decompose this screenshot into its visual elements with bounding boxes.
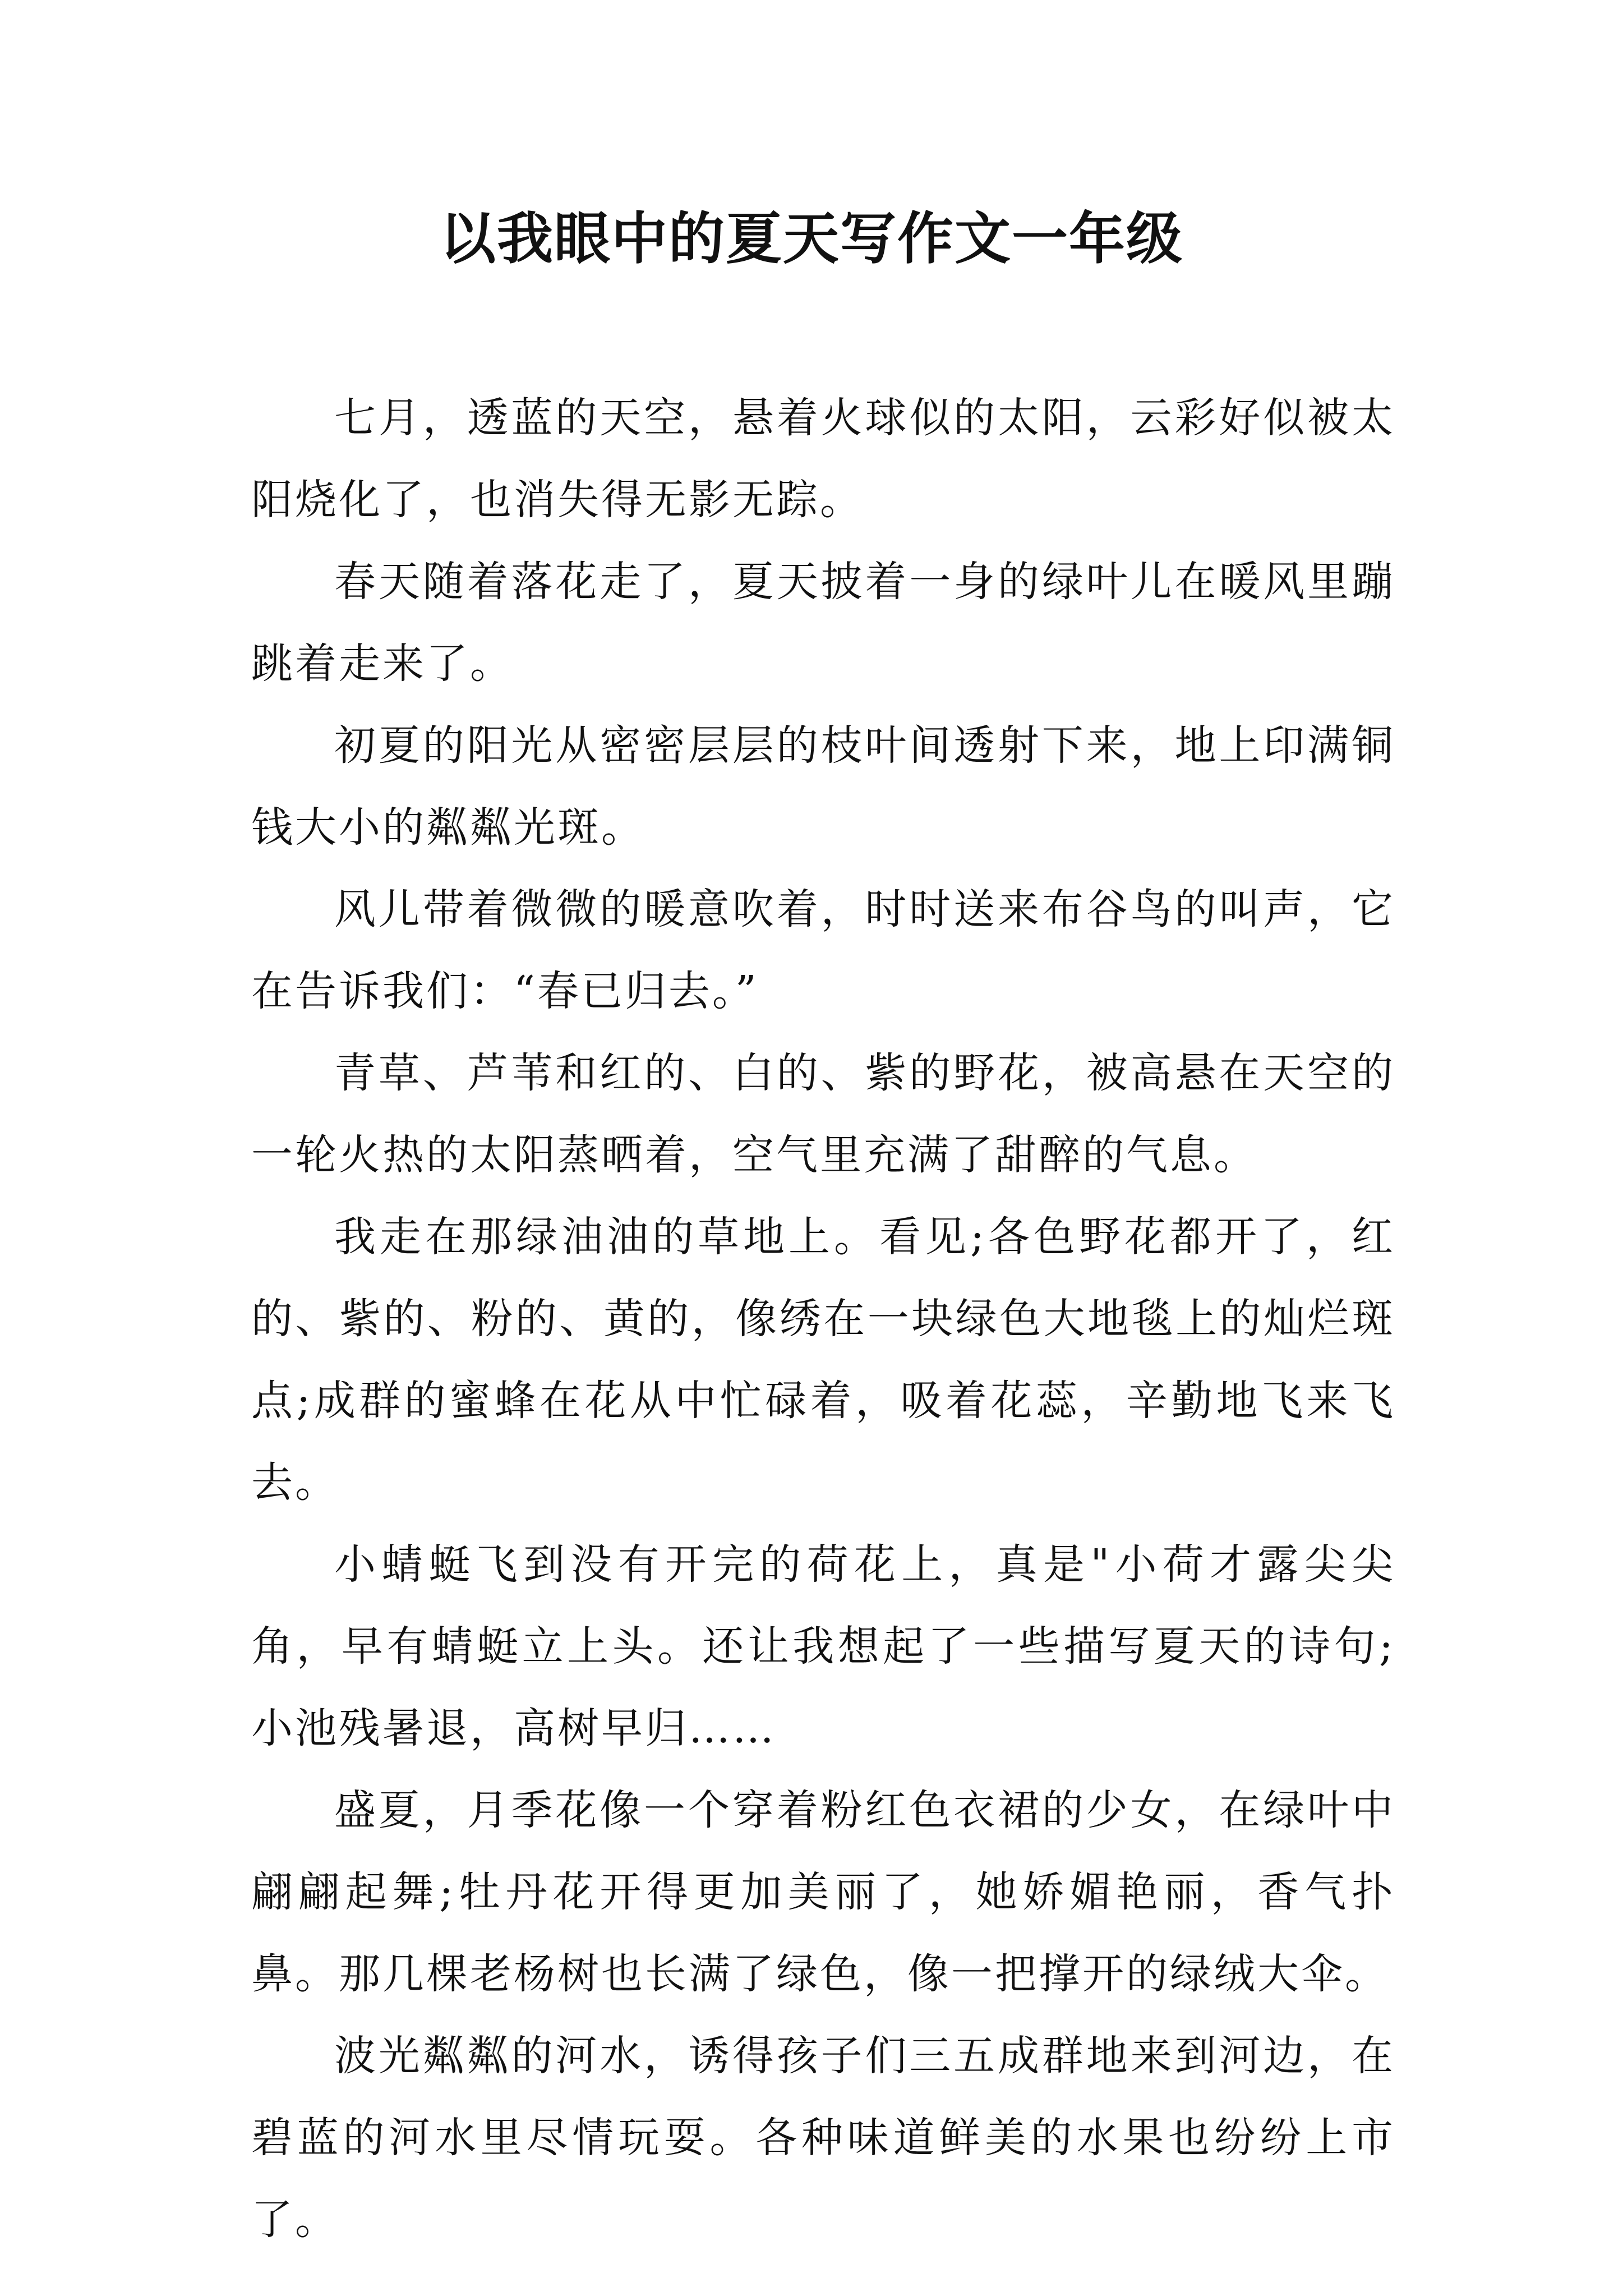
paragraph: 七月，透蓝的天空，悬着火球似的太阳，云彩好似被太阳烧化了，也消失得无影无踪。: [251, 394, 1395, 524]
paragraph: 波光粼粼的河水，诱得孩子们三五成群地来到河边，在碧蓝的河水里尽情玩耍。各种味道鲜美的水果也纷纷上市了。: [251, 2032, 1395, 2244]
paragraph: 春天随着落花走了，夏天披着一身的绿叶儿在暖风里蹦跳着走来了。: [251, 558, 1395, 688]
paragraph: 盛夏，月季花像一个穿着粉红色衣裙的少女，在绿叶中翩翩起舞;牡丹花开得更加美丽了，她娇媚艳丽，香气扑鼻。那几棵老杨树也长满了绿色，像一把撑开的绿绒大伞。: [251, 1786, 1395, 1998]
document-title: 以我眼中的夏天写作文一年级: [440, 205, 1183, 272]
paragraph: 青草、芦苇和红的、白的、紫的野花，被高悬在天空的一轮火热的太阳蒸晒着，空气里充满了甜醉的气息。: [251, 1049, 1395, 1179]
paragraph: 我走在那绿油油的草地上。看见;各色野花都开了，红的、紫的、粉的、黄的，像绣在一块绿色大地毯上的灿烂斑点;成群的蜜蜂在花从中忙碌着，吸着花蕊，辛勤地飞来飞去。: [251, 1213, 1395, 1507]
document-body: [251, 377, 1395, 2261]
paragraph: 初夏的阳光从密密层层的枝叶间透射下来，地上印满铜钱大小的粼粼光斑。: [251, 721, 1395, 852]
paragraph: 风儿带着微微的暖意吹着，时时送来布谷鸟的叫声，它在告诉我们：“春已归去。”: [251, 885, 1395, 1015]
paragraph: 小蜻蜓飞到没有开完的荷花上，真是"小荷才露尖尖角，早有蜻蜓立上头。还让我想起了一些描写夏天的诗句;小池残暑退，高树早归……: [251, 1540, 1395, 1752]
